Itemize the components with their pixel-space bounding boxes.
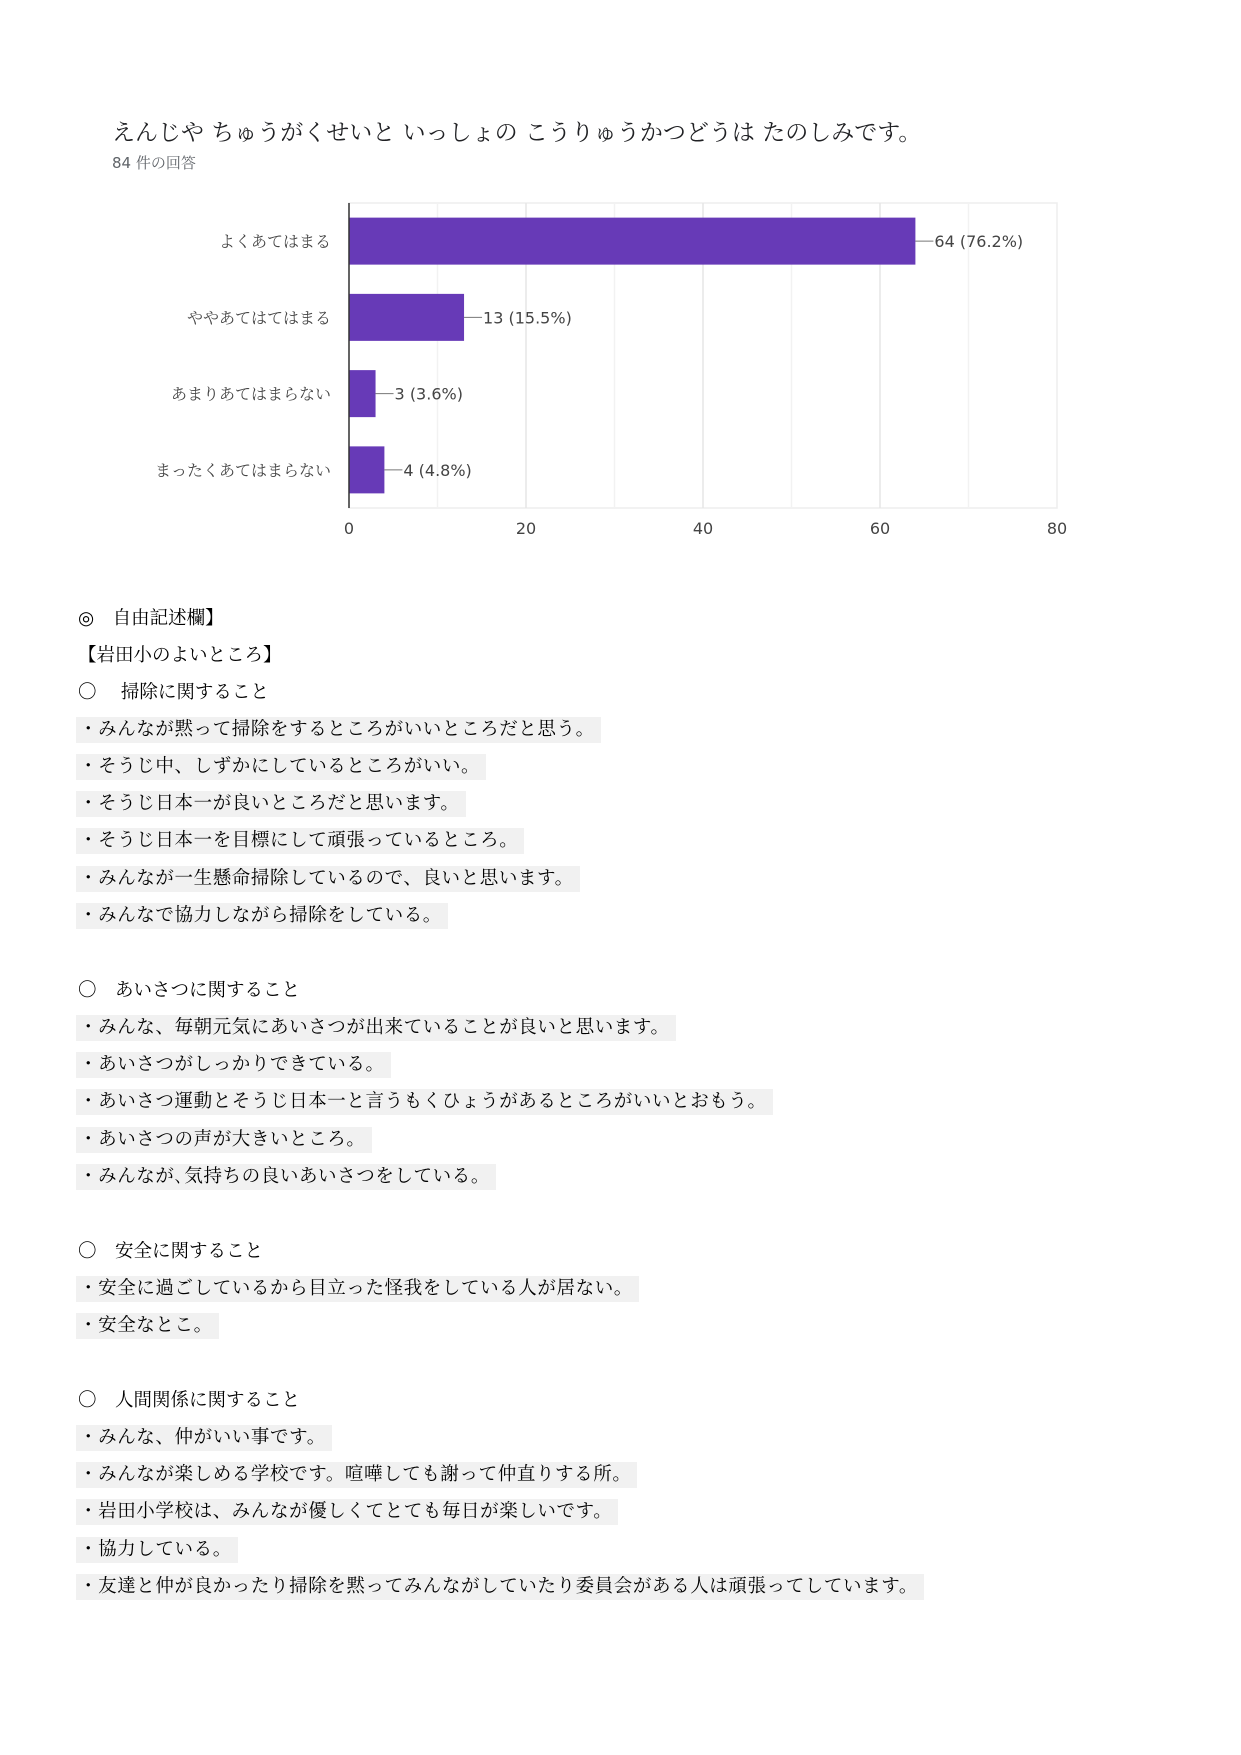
category-label: まったくあてはまらない (154, 460, 331, 480)
list-item: ・協力している。 (76, 1537, 238, 1563)
section-title-relationships: 〇 人間関係に関すること (78, 1390, 301, 1411)
x-tick-label: 80 (1046, 519, 1068, 538)
list-item: ・みんなが一生懸命掃除しているので、良いと思います。 (76, 866, 580, 892)
data-label: 13 (15.5%) (483, 308, 572, 328)
list-item: ・みんなが黙って掃除をするところがいいところだと思う。 (76, 717, 601, 743)
x-tick-label: 40 (692, 519, 714, 538)
data-label: 4 (4.8%) (403, 460, 472, 480)
x-tick-label: 0 (343, 519, 355, 538)
list-item: ・あいさつがしっかりできている。 (76, 1052, 391, 1078)
response-count: 84 件の回答 (112, 154, 196, 172)
free-text-heading: ◎ 自由記述欄】 (78, 608, 224, 629)
data-label: 64 (76.2%) (934, 232, 1024, 252)
category-label: あまりあてはまらない (170, 384, 331, 404)
bar-chart (0, 0, 1241, 560)
category-label: よくあてはまる (218, 232, 331, 252)
bar (349, 218, 915, 265)
chart-title: えんじや ちゅうがくせいと いっしょの こうりゅうかつどうは たのしみです。 (112, 120, 922, 146)
list-item: ・みんなが､気持ちの良いあいさつをしている。 (76, 1164, 496, 1190)
school-good-points-heading: 【岩田小のよいところ】 (78, 645, 282, 666)
list-item: ・そうじ日本一が良いところだと思います。 (76, 791, 466, 817)
bar (349, 294, 464, 341)
bar (349, 446, 384, 493)
bar (349, 370, 376, 417)
list-item: ・あいさつ運動とそうじ日本一と言うもくひょうがあるところがいいとおもう。 (76, 1089, 773, 1115)
list-item: ・あいさつの声が大きいところ。 (76, 1127, 372, 1153)
data-label: 3 (3.6%) (394, 384, 463, 404)
x-tick-label: 60 (869, 519, 891, 538)
section-title-safety: 〇 安全に関すること (78, 1241, 264, 1262)
list-item: ・みんな、毎朝元気にあいさつが出来ていることが良いと思います。 (76, 1015, 676, 1041)
list-item: ・友達と仲が良かったり掃除を黙ってみんながしていたり委員会がある人は頑張ってしています。 (76, 1574, 924, 1600)
list-item: ・安全に過ごしているから目立った怪我をしている人が居ない。 (76, 1276, 639, 1302)
section-title-cleaning: 〇 掃除に関すること (78, 682, 269, 703)
list-item: ・みんな、仲がいい事です。 (76, 1425, 332, 1451)
list-item: ・岩田小学校は、みんなが優しくてとても毎日が楽しいです。 (76, 1499, 618, 1525)
list-item: ・安全なとこ。 (76, 1313, 219, 1339)
list-item: ・そうじ日本一を目標にして頑張っているところ。 (76, 828, 524, 854)
category-label: ややあてはてはまる (186, 308, 331, 328)
list-item: ・そうじ中、しずかにしているところがいい。 (76, 754, 486, 780)
list-item: ・みんなで協力しながら掃除をしている。 (76, 903, 448, 929)
section-title-greeting: 〇 あいさつに関すること (78, 980, 301, 1001)
list-item: ・みんなが楽しめる学校です。喧嘩しても謝って仲直りする所。 (76, 1462, 637, 1488)
x-tick-label: 20 (515, 519, 537, 538)
